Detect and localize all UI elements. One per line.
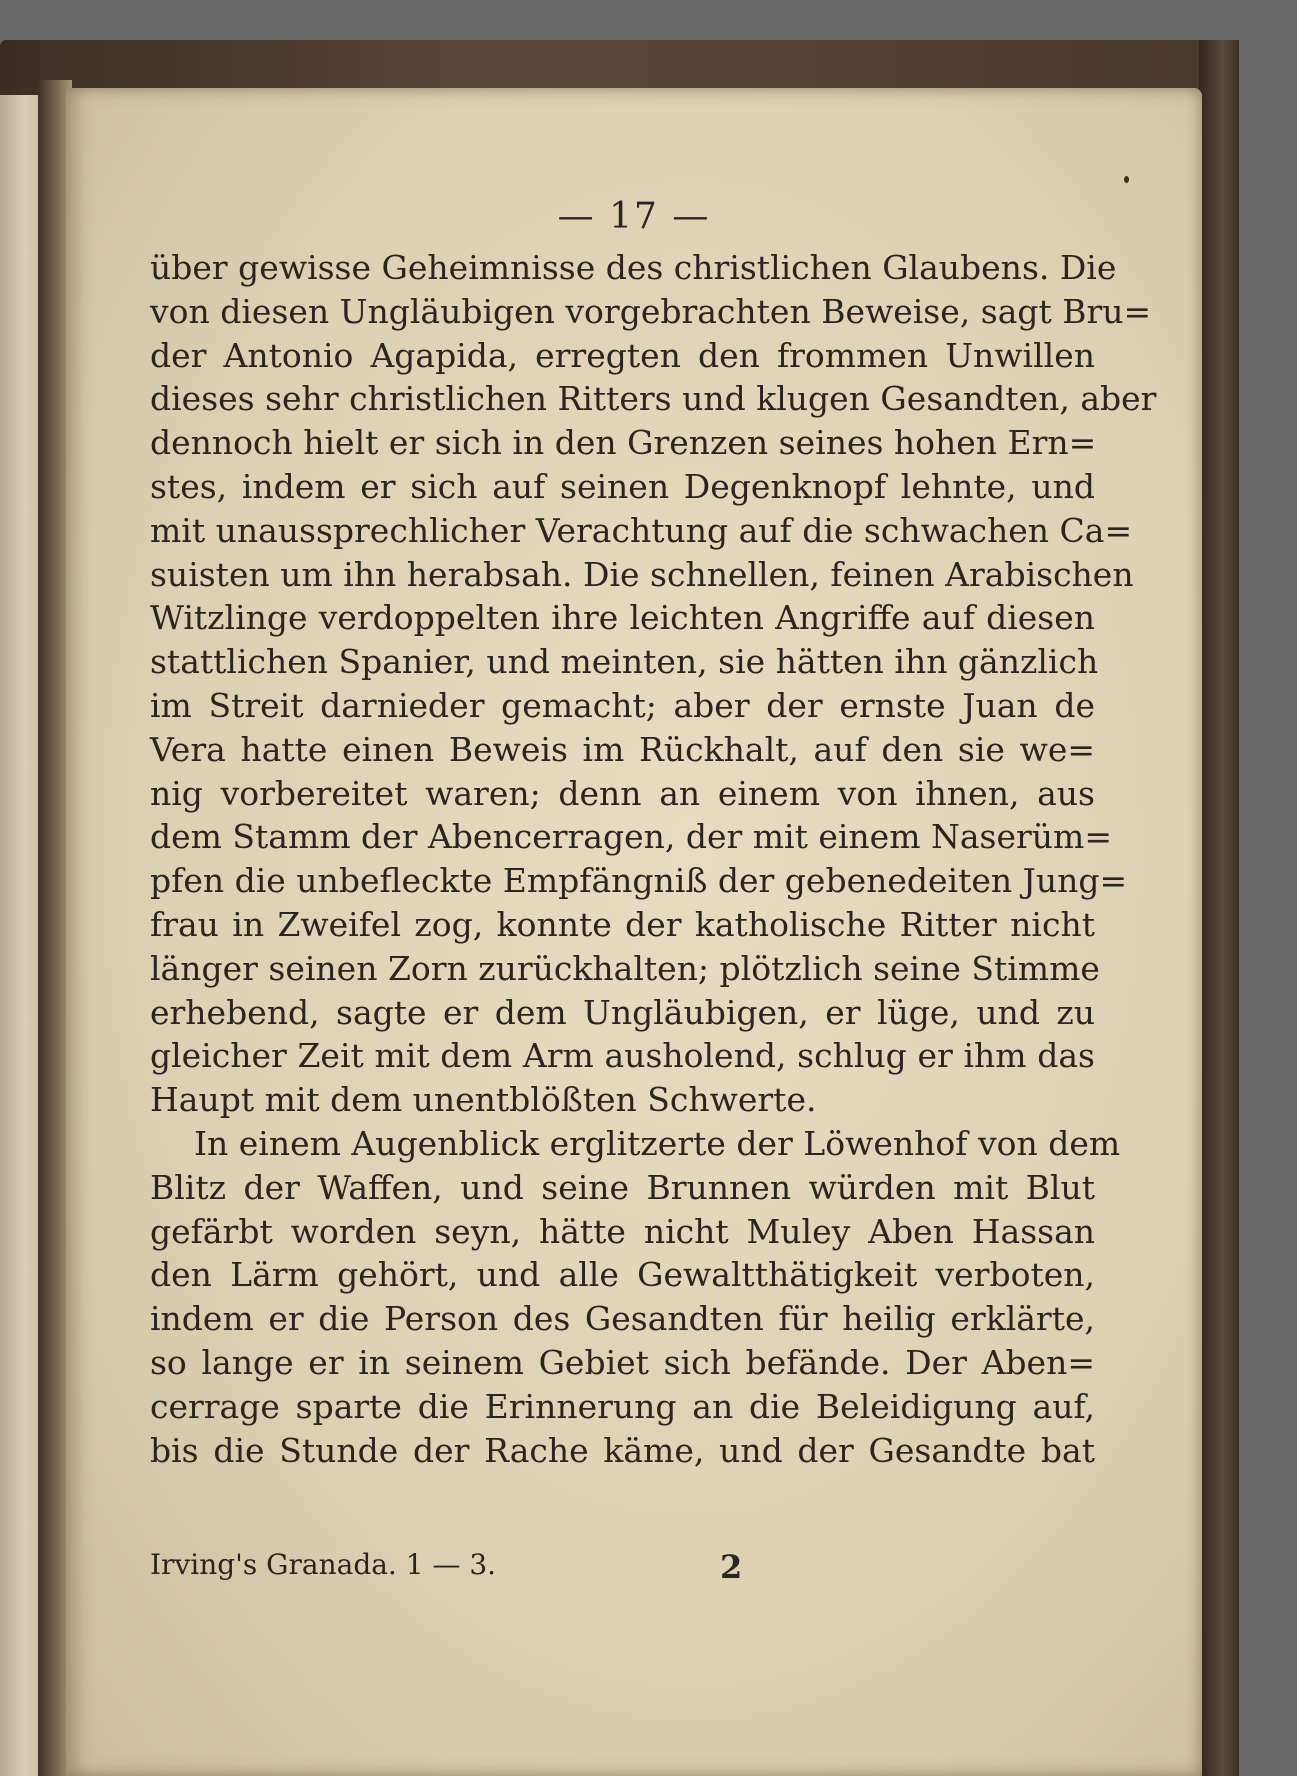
text-line: bis die Stunde der Rache käme, und der Gesandte bat <box>150 1430 1095 1470</box>
text-line: Witzlinge verdoppelten ihre leichten Angriffe auf diesen <box>150 598 1095 638</box>
text-line: frau in Zweifel zog, konnte der katholische Ritter nicht <box>150 904 1095 944</box>
text-line: mit unaussprechlicher Verachtung auf die schwachen Ca= <box>150 510 1133 550</box>
body-text <box>150 246 1157 1472</box>
printer-signature: Irving's Granada. 1 — 3. <box>150 1548 497 1581</box>
text-line: so lange er in seinem Gebiet sich befände. Der Aben= <box>150 1342 1095 1382</box>
cover-edge <box>1199 40 1239 1776</box>
text-line: erhebend, sagte er dem Ungläubigen, er lüge, und zu <box>150 992 1095 1032</box>
text-line: suisten um ihn herabsah. Die schnellen, feinen Arabischen <box>150 554 1134 594</box>
text-line: Vera hatte einen Beweis im Rückhalt, auf den sie we= <box>150 729 1095 769</box>
text-line: den Lärm gehört, und alle Gewaltthätigkeit verboten, <box>150 1255 1095 1295</box>
paragraph-1 <box>150 246 1157 1122</box>
paragraph-2 <box>150 1122 1121 1472</box>
text-line: gleicher Zeit mit dem Arm ausholend, schlug er ihm das <box>150 1036 1095 1076</box>
text-line: stes, indem er sich auf seinen Degenknopf lehnte, und <box>150 466 1095 506</box>
text-line: indem er die Person des Gesandten für heilig erklärte, <box>150 1299 1095 1339</box>
text-line: über gewisse Geheimnisse des christlichen Glaubens. Die <box>150 248 1117 287</box>
page-number: — 17 — <box>557 196 711 237</box>
text-line: länger seinen Zorn zurückhalten; plötzlich seine Stimme <box>150 948 1100 988</box>
text-line: In einem Augenblick erglitzerte der Löwenhof von dem <box>194 1123 1121 1163</box>
book-page <box>66 88 1202 1776</box>
text-line: stattlichen Spanier, und meinten, sie hätten ihn gänzlich <box>150 642 1099 682</box>
text-line: dem Stamm der Abencerragen, der mit einem Naserüm= <box>150 817 1112 857</box>
page-footer <box>150 1548 1095 1588</box>
text-line: im Streit darnieder gemacht; aber der ernste Juan de <box>150 685 1095 725</box>
text-line: pfen die unbefleckte Empfängniß der gebenedeiten Jung= <box>150 861 1128 901</box>
text-line: der Antonio Agapida, erregten den frommen Unwillen <box>150 335 1095 375</box>
ink-speck <box>1124 176 1129 183</box>
text-line: dieses sehr christlichen Ritters und klugen Gesandten, aber <box>150 379 1157 419</box>
text-line: Haupt mit dem unentblößten Schwerte. <box>150 1080 817 1120</box>
text-line: von diesen Ungläubigen vorgebrachten Beweise, sagt Bru= <box>150 291 1152 331</box>
text-line: nig vorbereitet waren; denn an einem von ihnen, aus <box>150 773 1095 813</box>
text-line: dennoch hielt er sich in den Grenzen seines hohen Ern= <box>150 423 1097 463</box>
sheet-number: 2 <box>720 1548 743 1586</box>
text-line: gefärbt worden seyn, hätte nicht Muley Aben Hassan <box>150 1211 1095 1251</box>
text-line: Blitz der Waffen, und seine Brunnen würden mit Blut <box>150 1167 1095 1207</box>
previous-page-edge <box>0 95 42 1776</box>
text-line: cerrage sparte die Erinnerung an die Beleidigung auf, <box>150 1386 1095 1426</box>
